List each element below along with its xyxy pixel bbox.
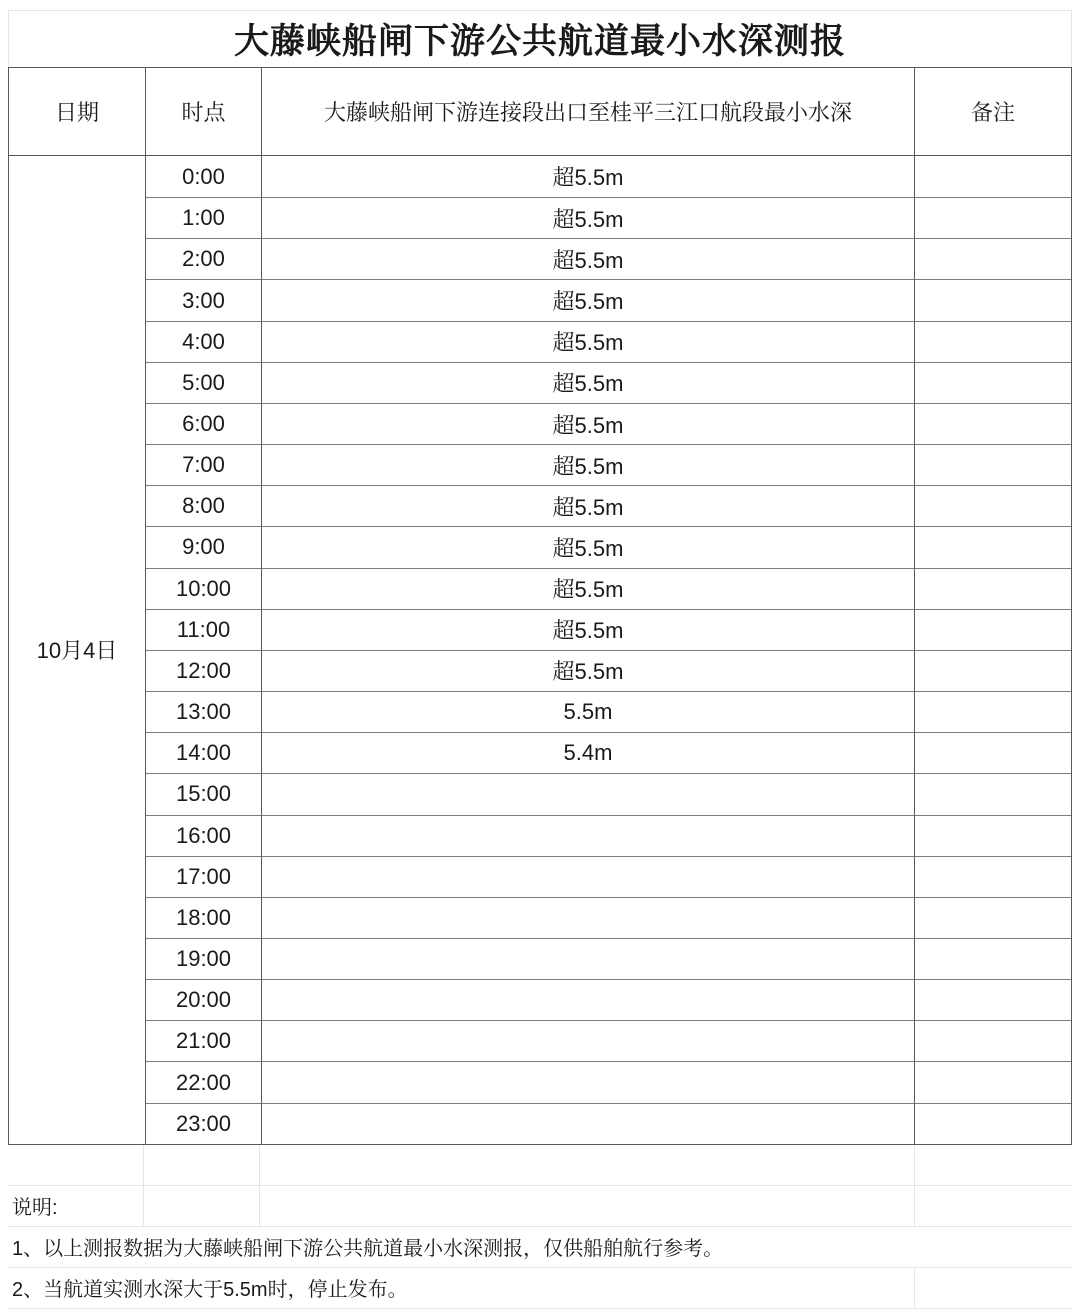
remark-cell	[914, 238, 1071, 279]
time-cell: 0:00	[145, 156, 261, 197]
depth-cell	[261, 856, 914, 897]
remark-cell	[914, 609, 1071, 650]
depth-cell: 超5.5m	[261, 238, 914, 279]
time-cell: 5:00	[145, 362, 261, 403]
time-cell: 10:00	[145, 568, 261, 609]
depth-report-table	[8, 67, 1072, 1145]
depth-cell: 超5.5m	[261, 321, 914, 362]
note-row-1	[8, 1227, 1072, 1268]
time-cell: 9:00	[145, 526, 261, 567]
remark-cell	[914, 321, 1071, 362]
depth-cell: 超5.5m	[261, 609, 914, 650]
note-row-2	[8, 1268, 1072, 1309]
empty-cell	[260, 1186, 915, 1226]
time-cell: 19:00	[145, 938, 261, 979]
empty-cell	[915, 1186, 1072, 1226]
depth-cell: 超5.5m	[261, 650, 914, 691]
time-cell: 8:00	[145, 485, 261, 526]
time-cell: 16:00	[145, 815, 261, 856]
depth-cell: 超5.5m	[261, 485, 914, 526]
time-cell: 18:00	[145, 897, 261, 938]
remark-cell	[914, 279, 1071, 320]
depth-cell	[261, 979, 914, 1020]
date-cell: 10月4日	[36, 638, 118, 664]
depth-cell: 超5.5m	[261, 279, 914, 320]
time-cell: 6:00	[145, 403, 261, 444]
empty-cell	[915, 1268, 1072, 1308]
header-cell-remark: 备注	[914, 68, 1071, 155]
remark-cell	[914, 568, 1071, 609]
empty-cell	[8, 1145, 144, 1185]
time-cell: 2:00	[145, 238, 261, 279]
remark-cell	[914, 1020, 1071, 1061]
empty-cell	[260, 1145, 915, 1185]
depth-cell: 超5.5m	[261, 197, 914, 238]
time-cell: 7:00	[145, 444, 261, 485]
empty-cell	[144, 1145, 260, 1185]
depth-cell	[261, 773, 914, 814]
time-cell: 1:00	[145, 197, 261, 238]
note-2-text: 2、当航道实测水深大于5.5m时，停止发布。	[8, 1268, 915, 1308]
depth-cell	[261, 897, 914, 938]
page-title: 大藤峡船闸下游公共航道最小水深测报	[8, 10, 1072, 67]
header-cell-date: 日期	[54, 100, 99, 125]
empty-cell	[144, 1186, 260, 1226]
remark-cell	[914, 897, 1071, 938]
remark-cell	[914, 773, 1071, 814]
note-1-text: 1、以上测报数据为大藤峡船闸下游公共航道最小水深测报，仅供船舶航行参考。	[12, 1238, 724, 1261]
remark-cell	[914, 197, 1071, 238]
remark-cell	[914, 650, 1071, 691]
depth-cell	[261, 1061, 914, 1102]
report-sheet	[8, 10, 1072, 1309]
depth-cell: 超5.5m	[261, 526, 914, 567]
remark-cell	[914, 691, 1071, 732]
empty-grid-row	[8, 1145, 1072, 1186]
header-cell-depth: 大藤峡船闸下游连接段出口至桂平三江口航段最小水深	[261, 68, 914, 155]
time-cell: 4:00	[145, 321, 261, 362]
depth-cell: 超5.5m	[261, 362, 914, 403]
depth-cell: 超5.5m	[261, 156, 914, 197]
remark-cell	[914, 485, 1071, 526]
depth-cell	[261, 1020, 914, 1061]
time-cell: 20:00	[145, 979, 261, 1020]
table-body	[9, 156, 1071, 1144]
depth-cell	[261, 815, 914, 856]
time-cell: 3:00	[145, 279, 261, 320]
remark-cell	[914, 732, 1071, 773]
depth-cell: 5.4m	[261, 732, 914, 773]
time-cell: 11:00	[145, 609, 261, 650]
remark-cell	[914, 526, 1071, 567]
time-cell: 13:00	[145, 691, 261, 732]
remark-cell	[914, 156, 1071, 197]
depth-cell: 超5.5m	[261, 444, 914, 485]
remark-cell	[914, 979, 1071, 1020]
depth-cell: 超5.5m	[261, 403, 914, 444]
remark-cell	[914, 815, 1071, 856]
time-cell: 22:00	[145, 1061, 261, 1102]
remark-cell	[914, 938, 1071, 979]
time-cell: 17:00	[145, 856, 261, 897]
footer-section	[8, 1145, 1072, 1309]
remark-cell	[914, 403, 1071, 444]
time-cell: 23:00	[145, 1103, 261, 1144]
empty-cell	[915, 1145, 1072, 1185]
remark-cell	[914, 856, 1071, 897]
remark-cell	[914, 444, 1071, 485]
header-cell-time: 时点	[145, 68, 261, 155]
remark-cell	[914, 362, 1071, 403]
time-cell: 12:00	[145, 650, 261, 691]
depth-cell: 5.5m	[261, 691, 914, 732]
depth-cell	[261, 1103, 914, 1144]
remark-cell	[914, 1061, 1071, 1102]
depth-cell	[261, 938, 914, 979]
time-cell: 21:00	[145, 1020, 261, 1061]
table-header-row	[9, 68, 1071, 156]
depth-cell: 超5.5m	[261, 568, 914, 609]
notes-label: 说明:	[8, 1186, 144, 1226]
notes-label-row	[8, 1186, 1072, 1227]
time-cell: 15:00	[145, 773, 261, 814]
time-cell: 14:00	[145, 732, 261, 773]
remark-cell	[914, 1103, 1071, 1144]
